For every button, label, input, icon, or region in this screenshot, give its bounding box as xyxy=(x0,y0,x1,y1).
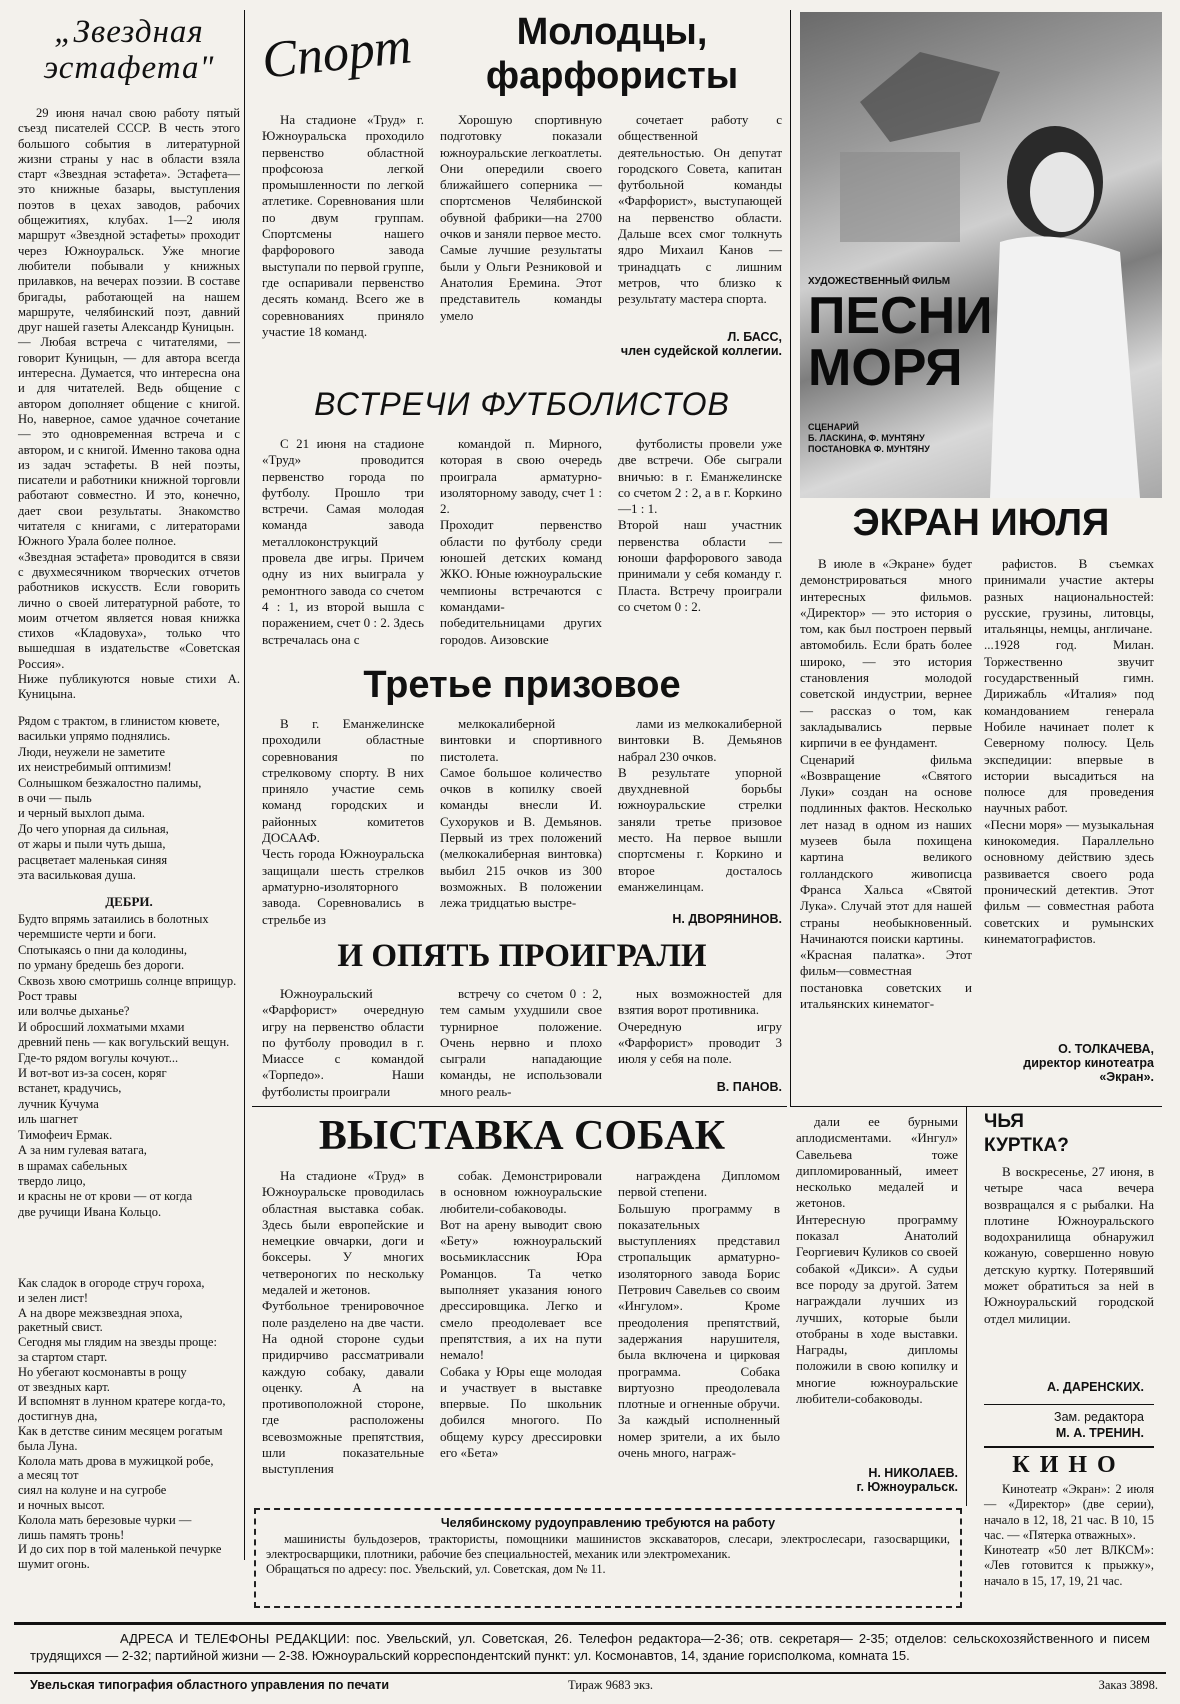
shooting-col-1: В г. Еманжелинске проходили областные соревнования по стрелковому спорту. В них приняло участие семь команд городских и районных комитетов ДОСААФ. Честь города Южноуральска защищали шесть стрелков арматурно-изоляторного завода. Соревновались в стрельбе из xyxy=(262,716,424,927)
right-column-divider xyxy=(790,10,791,1106)
poster-label: ХУДОЖЕСТВЕННЫЙ ФИЛЬМ xyxy=(808,276,951,287)
left-column-body: 29 июня начал свою работу пятый съезд писателей СССР. В честь этого большого события в литературной жизни страны у нас в области взяла старт «Звездная эстафета». Эстафета—это книжные базары, выступления поэтов в цехах заводов, рабочих общежитиях, клубах. 1—2 июля маршрут «Звездной эстафеты» проходит через Южноуральск. Уже многие любители побывали у книжных прилавков, на вечерах поэзии. В составе бригады, работающей на нашем маршруте, челябинский поэт, давний друг нашей газеты Александр Куницын. — Любая встреча с читателями, — говорит Куницын, — для автора всегда интересна. Думается, что интересна она и для читателей. Ведь общение с автором дополняет общение с книгой. Но, наверное, самое удачное сочетание — это одновременная встреча и с автором, и с книгой. Именно такова одна из задач эстафеты. В ней поэты, писатели и работники книжной торговли работают совместно. И это, конечно, дает свои результаты. Знакомство читателя с книгами, с литераторами Южного Урала более полное. «Звездная эстафета» проводится в связи с двухмесячником творческих отчетов работников искусств. Если говорить лично о своей литературной работе, то моим отчетом является новая книжка стихов «Кладовуха», только что вышедшая в издательстве «Советская Россия». Ниже публикуются новые стихи А. Куницына. xyxy=(18,106,240,702)
editor-role: Зам. редактора xyxy=(1054,1410,1144,1424)
poem-3: Как сладок в огороде струч гороха, и зелен лист! А на дворе межзвездная эпоха, ракетный свист. Сегодня мы глядим на звезды проще: за стартом старт. Но убегают космонавты в рощу от звездных карт. И вспомнят в лунном кратере когда-то, достигнув дна, Как в детстве синим месяцем рогатым была Луна. Колола мать дрова в мужицкой робе, а месяц тот сиял на колуне и на сугробе и ночных высот. Колола мать березовые чурки — лишь память тронь! И до сих пор в той маленькой печурке шумит огонь. xyxy=(18,1276,226,1572)
jacket-headline: ЧЬЯ КУРТКА? xyxy=(984,1111,1069,1156)
jacket-signature: А. ДАРЕНСКИХ. xyxy=(1046,1380,1144,1394)
ekran-col-1: В июле в «Экране» будет демонстрироваться много интересных фильмов. «Директор» — это история о том, как был построен первый автомобиль. Если брать более широко, — это история становления молодой советской индустрии, вернее — рассказ о том, как закладывались первые кирпичи в ее фундамент. Сценарий фильма «Возвращение «Святого Луки» создан на основе подлинных фактов. Несколько лет назад в одном из наших музеев была похищена картина великого голландского живописца Франса Хальса «Святой Лука». Случай этот для нашей страны необыкновенный. Начинаются поиски картины. «Красная палатка». Этот фильм—совместная постановка советских и итальянских кинематог- xyxy=(800,556,972,1012)
lost-col-1: Южноуральский «Фарфорист» очередную игру на первенство области по футболу проводил в г. Миассе с командой «Торпедо». Наши футболисты проиграли xyxy=(262,986,424,1099)
footer-circulation: Тираж 9683 экз. xyxy=(568,1678,654,1692)
dogs-signature: Н. НИКОЛАЕВ. г. Южноуральск. xyxy=(856,1466,958,1494)
poem-2-title: ДЕБРИ. xyxy=(105,894,153,909)
film-poster-photo xyxy=(800,12,1162,498)
ekran-bottom-rule xyxy=(790,1106,1162,1107)
footer-printer: Увельская типография областного управления по печати xyxy=(30,1678,390,1692)
jacket-left-rule xyxy=(966,1106,967,1506)
lost-col-3: ных возможностей для взятия ворот противника. Очередную игру «Фарфорист» проводит 3 июля у себя на поле. xyxy=(618,986,782,1067)
shooting-col-3: лами из мелкокалиберной винтовки В. Демьянов набрал 230 очков. В результате упорной двухдневной борьбы южноуральские стрелки заняли третье призовое место. На первое вышли спортсмены г. Коркино и второе досталось еманжелинцам. xyxy=(618,716,782,894)
football-headline: ВСТРЕЧИ ФУТБОЛИСТОВ xyxy=(314,386,730,422)
football-col-2: командой п. Мирного, которая в свою очередь проиграла арматурно-изоляторному заводу, счет 1 : 2. Проходит первенство области по футболу среди юношей детских команд ЖКО. Юные южноуральские чемпионы встречаются с командами-победительницами других городов. Аизовские xyxy=(440,436,603,647)
kino-headline: КИНО xyxy=(1012,1452,1126,1478)
left-column xyxy=(18,14,240,1572)
sport-col-2: Хорошую спортивную подготовку показали южноуральские легкоатлеты. Они опередили своего ближайшего соперника — спортсменов Челябинской обувной фабрики—на 2700 очков и заняли первое место. Самые лучшие результаты были у Ольги Резниковой и Анатолия Еремина. Этот представитель команды умело xyxy=(440,112,602,323)
dogs-col-4: дали ее бурными аплодисментами. «Ингул» Савельева тоже дипломированный, имеет несколько медалей и жетонов. Интересную программу показал Анатолий Георгиевич Куликов со своей собакой «Дикси». А судьи все породу за другой. Затем награждали лучших из лучших, которые были отобраны в ходе выставки. Награды, дипломы положили в свою копилку и многие южноуральские любители-собаководы. xyxy=(796,1114,958,1407)
kino-body: Кинотеатр «Экран»: 2 июля — «Директор» (две серии), начало в 12, 18, 21 час. В 10, 15 час. — «Пятерка отважных». Кинотеатр «50 лет ВЛКСМ»: «Лев готовится к прыжку», начало в 15, 17, 19, 21 час. xyxy=(984,1482,1154,1588)
shooting-col-2: мелкокалиберной винтовки и спортивного пистолета. Самое большое количество очков в копилку своей команды внесли И. Сухоруков и В. Демьянов. Первый из трех положений (мелкокалиберная винтовка) выбил 215 очков из 300 возможных. В положении лежа тридцатью выстре- xyxy=(440,716,602,911)
lost-bottom-rule xyxy=(252,1106,787,1107)
poem-2: Будто впрямь затаились в болотных черемшисте черти и боги. Спотыкаясь о пни да колодины, по урману бредешь без дороги. Сквозь хвою смотришь солнце вприщур. Рост травы или волчье дыханье? И обросший лохматыми мхами древний пень — как вогульский вещун. Где-то рядом вогулы кочуют... И вот-вот из-за сосен, коряг встанет, крадучись, лучник Кучума иль шагнет Тимофеич Ермак. А за ним гулевая ватага, в шрамах сабельных твердо лицо, и красны не от крови — от когда две ручищи Ивана Кольцо. xyxy=(18,912,237,1219)
dogs-col-1: На стадионе «Труд» в Южноуральске проводилась областная выставка собак. Здесь были европейские и немецкие овчарки, доги и боксеры. У многих четвероногих по нескольку медалей и жетонов. Футбольное тренировочное поле разделено на две части. На одной стороне судьи придирчиво рассматривали каждую собаку, давали оценку. А на противоположной стороне, где расположены всевозможные препятствия, шли показательные выступления xyxy=(262,1168,424,1477)
ekran-headline: ЭКРАН ИЮЛЯ xyxy=(852,502,1110,544)
sport-logo: Спорт xyxy=(259,17,415,90)
kino-rule xyxy=(984,1446,1154,1448)
shooting-headline: Третье призовое xyxy=(363,664,681,706)
dogs-col-2: собак. Демонстрировали в основном южноуральские любители-собаководы. Вот на арену выводит свою «Бету» южноуральский восьмиклассник Юра Романцов. Та четко выполняет указания юного дрессировщика. Легко и смело преодолевает все препятствия, а их на пути немало! Собака у Юры еще молодая и участвует в выставке впервые. По школьник добился многого. По общему курсу дрессировки его «Бета» xyxy=(440,1168,602,1461)
poem-1: Рядом с трактом, в глинистом кювете, васильки упрямо поднялись. Люди, неужели не заметите их неистребимый оптимизм! Солнышком безжалостно палимы, в очи — пыль и черный выхлоп дыма. До чего упорная да сильная, от жары и пыли чуть дыша, расцветает маленькая синяя эта васильковая душа. xyxy=(18,714,220,883)
footer-order: Заказ 3898. xyxy=(1098,1678,1158,1692)
ekran-col-2: рафистов. В съемках принимали участие актеры разных национальностей: русские, грузины, литовцы, итальянцы, немцы, англичане. ...1928 год. Милан. Торжественно звучит государственный гимн. Дирижабль «Италия» под командованием генерала Нобиле начинает полет к Северному полюсу. Цель экспедиции: впервые в истории высадиться на полюсе для проведения научных работ. «Песни моря» — музыкальная кинокомедия. Параллельно основному действию здесь развивается своего рода пронический детектив. Этот фильм — совместная работа советских и румынских кинематографистов. xyxy=(984,556,1154,946)
footer-top-rule xyxy=(14,1622,1166,1625)
editor-rule xyxy=(984,1404,1154,1405)
lost-signature: В. ПАНОВ. xyxy=(716,1080,782,1094)
poster-title: ПЕСНИ МОРЯ xyxy=(808,287,993,397)
dogs-col-3: награждена Дипломом первой степени. Большую программу в показательных выступлениях представил стропальщик арматурно-изоляторного завода Борис Петрович Савельев со своим «Ингулом». Кроме преодоления препятствий, задержания нарушителя, была включена и цирковая программа. Собака виртуозно преодолевала плотные и огненные обручи. За каждый исполненный номер зрители, а их было очень много, награж- xyxy=(618,1168,780,1461)
sport-col-1: На стадионе «Труд» г. Южноуральска проходило первенство областной профсоюза легкой промышленности по легкой атлетике. Соревнования шли по двум группам. Спортсмены нашего фарфорового завода выступали по первой группе, где оспаривали первенство десять команд. Всего же в соревнованиях приняло участие 18 команд. xyxy=(262,112,424,339)
sport-col-3: сочетает работу с общественной деятельностью. Он депутат городского Совета, капитан футбольной команды «Фарфорист», выступающей на первенство области. Дальше всех смог толкнуть ядро Михаил Канов — тринадцать с лишним метров, что близко к результату мастера спорта. xyxy=(618,112,782,307)
football-col-1: С 21 июня на стадионе «Труд» проводится первенство города по футболу. Прошло три встречи. Самая молодая команда завода металлоконструкций провела две игры. Причем одну из них выиграла у ремонтного завода со счетом 4 : 1, из второй вышла с поражением, счет 0 : 2. Здесь встречалась она с xyxy=(262,436,424,647)
football-col-3: футболисты провели уже две встречи. Обе сыграли вничью: в г. Еманжелинске со счетом 2 : 2, а в г. Коркино—1 : 1. Второй наш участник первенства области — юноши фарфорового завода принимали у себя команду г. Пласта. Встречу проиграли со счетом 0 : 2. xyxy=(618,436,782,614)
footer-address: АДРЕСА И ТЕЛЕФОНЫ РЕДАКЦИИ: пос. Увельский, ул. Советская, 26. Телефон редактора—2-36; отв. секретаря— 2-35; отделов: сельскохозяйственного и писем трудящихся — 2-32; партийной жизни — 2-38. Южноуральский корреспондентский пункт: ул. Космонавтов, 14, здание горисполкома, комната 15. xyxy=(30,1631,1150,1663)
job-ad-body: машинисты бульдозеров, трактористы, помощники машинистов экскаваторов, слесари, электрослесари, газосварщики, электросварщики, плотники, рабочие без специальностей, механик или электромеханик. Обращаться по адресу: пос. Увельский, ул. Советская, дом № 11. xyxy=(266,1532,950,1577)
left-column-divider xyxy=(244,10,245,1560)
lost-headline: И ОПЯТЬ ПРОИГРАЛИ xyxy=(337,938,707,974)
job-ad-title: Челябинскому рудоуправлению требуются на работу xyxy=(440,1516,776,1530)
shooting-signature: Н. ДВОРЯНИНОВ. xyxy=(672,912,782,926)
left-column-title: „Звездная эстафета" xyxy=(43,14,215,86)
job-ad xyxy=(254,1508,962,1608)
footer-bottom-rule xyxy=(14,1672,1166,1674)
jacket-body: В воскресенье, 27 июня, в четыре часа вечера возвращался я с рыбалки. На плотине Южноуральского водохранилища обнаружил кожаную, совершенно новую детскую куртку. Потерявший может обратиться за ней в Южноуральский городской отдел милиции. xyxy=(984,1164,1154,1326)
ekran-signature: О. ТОЛКАЧЕВА, директор кинотеатра «Экран». xyxy=(1023,1042,1154,1084)
lost-col-2: встречу со счетом 0 : 2, тем самым ухудшили свое турнирное положение. Очень нервно и плохо сыграли нападающие команды, не использовали много реаль- xyxy=(440,986,602,1099)
poster-credits: СЦЕНАРИЙ Б. ЛАСКИНА, Ф. МУНТЯНУ ПОСТАНОВКА Ф. МУНТЯНУ xyxy=(808,422,930,454)
dogs-headline: ВЫСТАВКА СОБАК xyxy=(318,1113,726,1159)
editor-name: М. А. ТРЕНИН. xyxy=(1055,1426,1144,1440)
sport-headline: Молодцы, фарфористы xyxy=(485,11,739,97)
sport-signature: Л. БАСС, член судейской коллегии. xyxy=(620,330,782,358)
